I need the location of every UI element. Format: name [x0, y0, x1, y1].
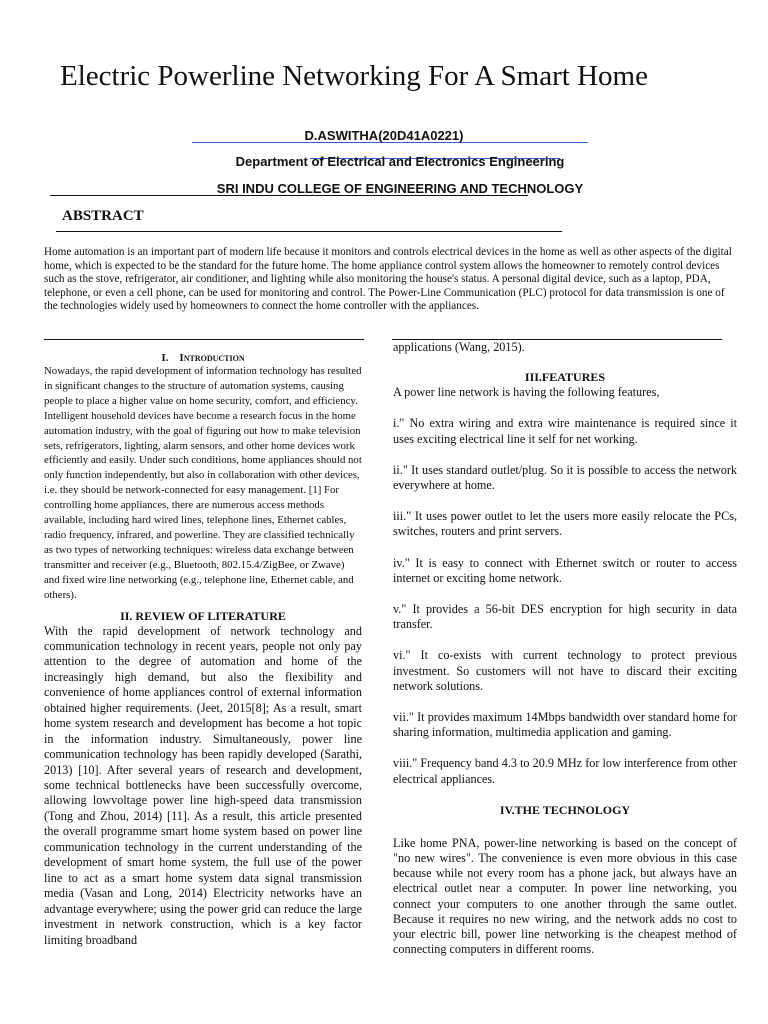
right-column	[393, 340, 737, 957]
feature-item: viii." Frequency band 4.3 to 20.9 MHz for low interference from other electrical appliances.	[393, 756, 737, 786]
abstract-heading: ABSTRACT	[62, 208, 144, 224]
feature-item: iii." It uses power outlet to let the users more easily relocate the PCs, switches, routers and print servers.	[393, 509, 737, 539]
feature-item: i." No extra wiring and extra wire maintenance is required since it uses exciting electrical line it self for net working.	[393, 416, 737, 446]
features-intro: A power line network is having the following features,	[393, 385, 660, 400]
intro-number: I.	[161, 352, 169, 364]
review-text: With the rapid development of network technology and communication technology in recent years, people not only pay attention to the degree of automation and home of the increasingly high demand, but also the flexibility and convenience of home appliances control of external information obtained higher requirements. (Jeet, 2015[8]; As a result, smart home system research and development has become a hot topic in the information industry. Simultaneously, power line communication technology has been rapidly developed (Sarathi, 2013) [10]. After several years of research and development, some technical bottlenecks have been successfully overcome, allowing lowvoltage power line high-speed data transmission (Tong and Zhou, 2014) [11]. As a result, this article presented the overall programme smart home system based on power line communication technology in the current understanding of the development of smart home system, the full use of the power line to act as a smart home system data signal transmission media (Vasan and Long, 2014) Electricity networks have an advantage everywhere; using the power grid can reduce the large investment in network construction, which is a key factor limiting broadband	[44, 623, 362, 947]
department-name: Department of Electrical and Electronics Engineering	[235, 154, 565, 169]
technology-heading: IV.THE TECHNOLOGY	[499, 802, 631, 817]
author-name: D.ASWITHA(20D41A0221)	[304, 128, 464, 143]
left-column	[44, 352, 362, 948]
feature-item: ii." It uses standard outlet/plug. So it is possible to access the network everywhere at home.	[393, 462, 737, 493]
abstract-text: Home automation is an important part of modern life because it monitors and controls electrical devices in the home as well as other aspects of the digital home, which is expected to be the standard for the future home. The home appliance control system allows the homeowner to remotely control devices such as the stove, refrigerator, air conditioner, and lighting while also monitoring the house's status. A personal digital device, such as a laptop, PDA, telephone, or even a cell phone, can be used for monitoring and control. The Power-Line Communication (PLC) protocol for data transmission is one of the technologies widely used by homeowners to connect the home controller with the appliances.	[44, 246, 732, 313]
features-heading: III.FEATURES	[524, 370, 606, 385]
review-heading: II. REVIEW OF LITERATURE	[120, 608, 286, 623]
intro-title: Introduction	[179, 352, 245, 364]
abstract-rule	[56, 231, 562, 232]
feature-item: v." It provides a 56-bit DES encryption for high security in data transfer.	[393, 602, 737, 632]
feature-item: vi." It co-exists with current technology to protect previous investment. So customers will not have to discard their exciting network solutions.	[393, 648, 737, 693]
intro-heading	[44, 352, 362, 364]
technology-text: Like home PNA, power-line networking is based on the concept of "no new wires". The convenience is even more obvious in this case because while not every room has a phone jack, but always have an electrical outlet near a computer. In power line networking, you connect your computers to one another through the same outlet. Because it requires no new wiring, and the network adds no cost to your electric bill, power line networking is the cheapest method of connecting computers in different rooms.	[393, 835, 737, 957]
intro-text: Nowadays, the rapid development of information technology has resulted in significant changes to the structure of automation systems, causing people to place a higher value on home security, comfort, and efficiency. Intelligent household devices have become a research focus in the home automation industry, with the goal of figuring out how to make television sets, refrigerators, lighting, alarm sensors, and other home devices work efficiently and easily. Under such conditions, home appliances should not only function independently, but also in collaboration with other devices, i.e. they should be network-connected for easy management. [1] For controlling home appliances, there are numerous access methods available, including hard wired lines, telephone lines, Ethernet cables, radio frequency, infrared, and powerline. They are classified technically as two types of networking techniques: wireless data exchange between transmitter and receiver (e.g., Bluetooth, 802.15.4/ZigBee, or Zwave) and fixed wire line networking (e.g., telephone line, Ethernet cable, and others).	[44, 365, 362, 601]
paper-title: Electric Powerline Networking For A Smart Home	[60, 60, 648, 92]
feature-item: iv." It is easy to connect with Ethernet switch or router to access internet or exciting home network.	[393, 555, 737, 585]
feature-item: vii." It provides maximum 14Mbps bandwidth over standard home for sharing information, multimedia application and gaming.	[393, 710, 737, 740]
column-divider-rule-left	[44, 339, 364, 340]
college-name: SRI INDU COLLEGE OF ENGINEERING AND TECHNOLOGY	[216, 181, 584, 196]
review-continuation: applications (Wang, 2015).	[393, 340, 525, 354]
